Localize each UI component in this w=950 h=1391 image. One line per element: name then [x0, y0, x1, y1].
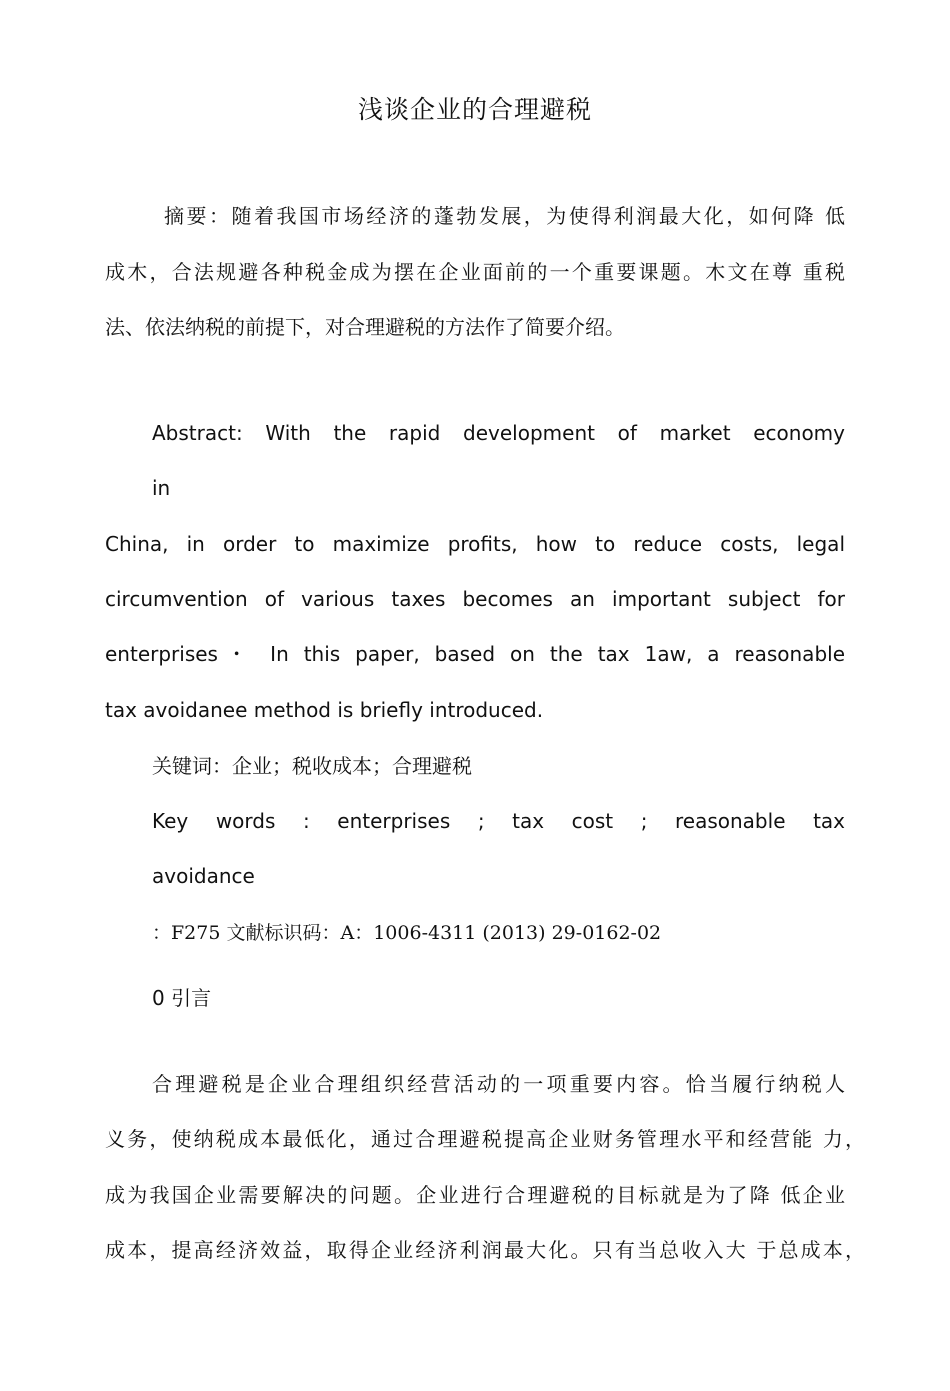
intro-line-4: 成本，提高经济效益，取得企业经济利润最大化。只有当总收入大 于总成本， [105, 1238, 865, 1262]
abstract-en-line-6: tax avoidanee method is briefly introduced. [105, 698, 544, 722]
intro-line-2: 义务，使纳税成本最低化，通过合理避税提高企业财务管理水平和经营能 力， [105, 1127, 865, 1151]
classification-line: ：F275 文献标识码：A：1006-4311 (2013) 29-0162-02 [152, 922, 662, 944]
section-heading: 0 引言 [152, 986, 212, 1010]
abstract-zh-line-1: 摘要：随着我国市场经济的蓬勃发展，为使得利润最大化，如何降 低 [164, 204, 845, 228]
keywords-en-line-1: Key words : enterprises ; tax cost ; reasonable tax [152, 809, 845, 833]
abstract-en-line-3: China, in order to maximize profits, how to reduce costs, legal [105, 532, 845, 556]
abstract-en-line-4: circumvention of various taxes becomes an important subject for [105, 587, 845, 611]
intro-line-3: 成为我国企业需要解决的问题。企业进行合理避税的目标就是为了降 低企业 [105, 1183, 845, 1207]
keywords-zh: 关键词：企业；税收成本；合理避税 [152, 754, 472, 778]
abstract-en-line-5: enterprises・ In this paper, based on the tax 1aw, a reasonable [105, 642, 845, 666]
keywords-en-line-2: avoidance [152, 864, 255, 888]
abstract-zh-line-2: 成木，合法规避各种税金成为摆在企业面前的一个重要课题。木文在尊 重税 [105, 260, 845, 284]
abstract-en-line-1: Abstract: With the rapid development of market economy [152, 421, 845, 445]
abstract-en-line-2: in [152, 476, 171, 500]
document-title: 浅谈企业的合理避税 [357, 95, 592, 124]
intro-line-1: 合理避税是企业合理组织经营活动的一项重要内容。恰当履行纳税人 [152, 1072, 845, 1096]
abstract-zh-line-3: 法、依法纳税的前提下，对合理避税的方法作了简要介绍。 [105, 315, 625, 339]
